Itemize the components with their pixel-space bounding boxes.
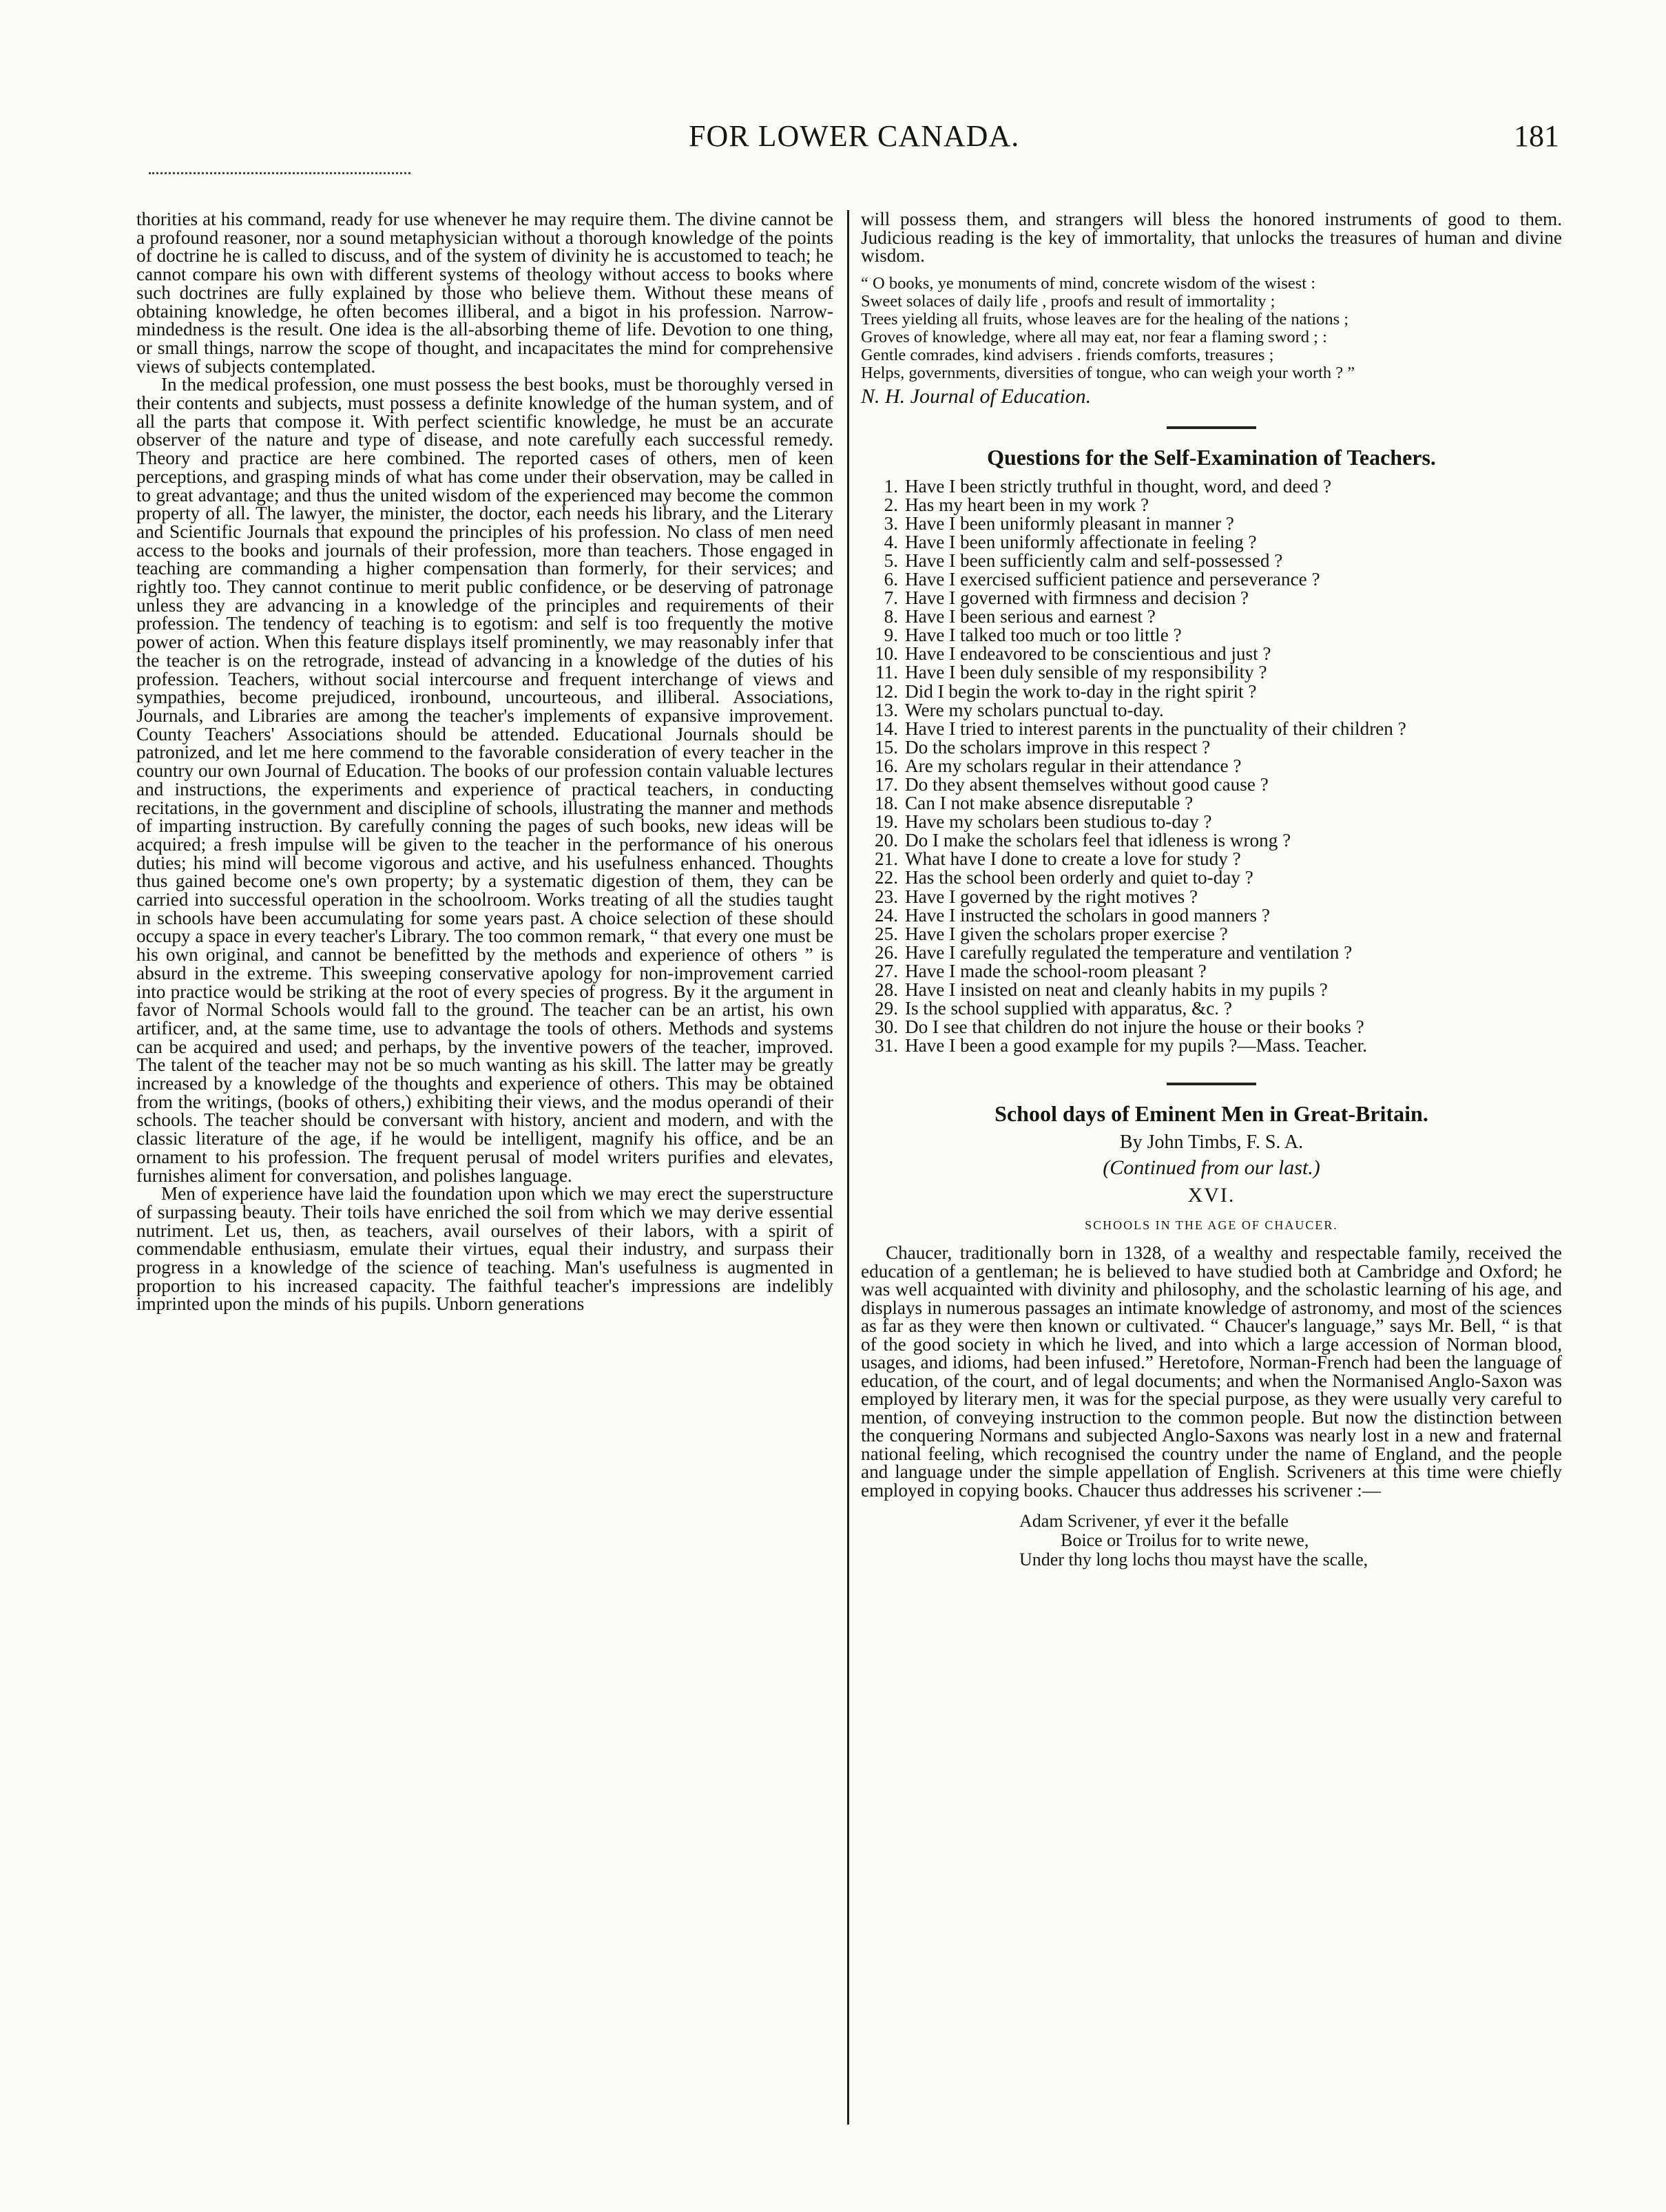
list-item: 28. Have I insisted on neat and cleanly habits in my pupils ? (875, 979, 1328, 1001)
paragraph-experience: Men of experience have laid the foundation upon which we may erect the superstructure of surpassing beauty. Their toils have enriched the soil from which we may derive essential nutriment. Let us, then, as teachers, avail ourselves of their labors, with a spirit of commendable enthusiasm, emulate their virtues, equal their industry, and surpass their progress in a knowledge of the science of teaching. Man's usefulness is augmented in proportion to his increased capacity. The faithful teacher's impressions are indelibly imprinted upon the minds of his pupils. Unborn generations (136, 1183, 833, 1315)
list-item: 14. Have I tried to interest parents in the punctuality of their children ? (875, 718, 1406, 739)
list-item: 24. Have I instructed the scholars in good manners ? (875, 904, 1270, 926)
questions-list (861, 477, 1562, 1056)
list-item: 4. Have I been uniformly affectionate in feeling ? (884, 531, 1257, 552)
poem-line: Groves of knowledge, where all may eat, nor fear a flaming sword ; : (861, 327, 1327, 346)
list-item: 10. Have I endeavored to be conscientious and just ? (875, 643, 1271, 665)
list-item: 6. Have I exercised sufficient patience and perseverance ? (884, 568, 1320, 589)
school-days-heading: School days of Eminent Men in Great-Britain. (995, 1101, 1428, 1127)
list-item: 31. Have I been a good example for my pupils ?—Mass. Teacher. (875, 1035, 1368, 1056)
list-item: 25. Have I given the scholars proper exercise ? (875, 923, 1228, 944)
poem-line: “ O books, ye monuments of mind, concrete wisdom of the wisest : (861, 273, 1316, 293)
verse-line: Adam Scrivener, yf ever it the befalle (1019, 1511, 1289, 1532)
list-item: 9. Have I talked too much or too little ? (884, 625, 1182, 646)
list-item: 1. Have I been strictly truthful in thought, word, and deed ? (884, 475, 1332, 497)
chaucer-paragraph: Chaucer, traditionally born in 1328, of a wealthy and respectable family, received the education of a gentleman; he is believed to have studied both at Cambridge and Oxford; he was well acquainted with divinity and philosophy, and the scholastic learning of his age, and displays in numerous passages an intimate knowledge of astronomy, and most of the sciences as far as they were then known or cultivated. “ Chaucer's language,” says Mr. Bell, “ is that of the good society in which he lived, and into which a large accession of Norman blood, usages, and idioms, had been infused.” Heretofore, Norman-French had been the language of education, of the court, and of legal documents; and when the Normanised Anglo-Saxon was employed by literary men, it was for the special purpose, as they were usually very careful to mention, of conveying instruction to the common people. But now the distinction between the conquering Normans and subjected Anglo-Saxons was nearly lost in a new and fraternal national feeling, which recognised the country under the name of England, and the people and language under the simple appellation of English. Scriveners at this time were chiefly employed in copying books. Chaucer thus addresses his scrivener :— (861, 1242, 1562, 1501)
right-column (861, 210, 1562, 1569)
list-item: 19. Have my scholars been studious to-day ? (875, 811, 1212, 833)
list-item: 16. Are my scholars regular in their attendance ? (875, 755, 1242, 776)
list-item: 7. Have I governed with firmness and decision ? (884, 587, 1249, 609)
list-item: 11. Have I been duly sensible of my responsibility ? (875, 662, 1267, 683)
list-item: 21. What have I done to create a love for study ? (875, 848, 1241, 870)
poem-line: Gentle comrades, kind advisers . friends comforts, treasures ; (861, 345, 1274, 364)
page-number: 181 (1514, 119, 1559, 153)
list-item: 27. Have I made the school-room pleasant ? (875, 960, 1207, 981)
list-item: 2. Has my heart been in my work ? (884, 494, 1149, 515)
source-attribution: N. H. Journal of Education. (861, 384, 1092, 408)
paragraph-divine: thorities at his command, ready for use whenever he may require them. The divine cannot be a profound reasoner, nor a sound metaphysician without a thorough knowledge of the points of doctrine he is called to discuss, and of the system of divinity he is accustomed to teach; he cannot compare his own with different systems of theology without access to books where such doctrines are fully explained by those who believe them. Without these means of obtaining knowledge, he often becomes illiberal, and a bigot in his profession. Narrow-mindedness is the result. One idea is the all-absorbing theme of life. Devotion to one thing, or small things, narrow the scope of thought, and incapacitates the mind for comprehensive views of subjects contemplated. (136, 209, 833, 377)
list-item: 13. Were my scholars punctual to-day. (875, 699, 1164, 720)
list-item: 15. Do the scholars improve in this respect ? (875, 736, 1211, 758)
chapter-number: XVI. (1187, 1184, 1236, 1207)
poem-line: Trees yielding all fruits, whose leaves are for the healing of the nations ; (861, 309, 1349, 328)
section-rule (1167, 1083, 1256, 1085)
header-ornament (149, 172, 410, 178)
list-item: 29. Is the school supplied with apparatus, &c. ? (875, 998, 1232, 1019)
paragraph-medical: In the medical profession, one must possess the best books, must be thoroughly versed in their contents and subjects, must possess a definite knowledge of the human system, and of all the parts that compose it. With perfect scientific knowledge, he must be an accurate observer of the nature and type of disease, and note carefully each successful remedy. Theory and practice are here combined. The reported cases of others, men of keen perceptions, and grasping minds of what has come under their observation, may be called in to great advantage; and thus the united wisdom of the experienced may become the common property of all. The lawyer, the minister, the doctor, each needs his library, and the Literary and Scientific Journals that expound the principles of his profession. No class of men need access to the books and journals of their profession, more than teachers. Those engaged in teaching are commanding a higher compensation than formerly, for their services; and rightly too. They cannot continue to merit public confidence, or be deserving of patronage unless they are advancing in a knowledge of the principles and requirements of their profession. The tendency of teaching is to egotism: and self is too frequently the motive power of action. When this feature displays itself prominently, we may reasonably infer that the teacher is on the retrograde, instead of advancing in a knowledge of the duties of his profession. Teachers, without social intercourse and frequent interchange of views and sympathies, become prejudiced, ironbound, uncourteous, and illiberal. Associations, Journals, and Libraries are among the teacher's implements of expansive improvement. County Teachers' Associations should be attended. Educational Journals should be patronized, and let me here commend to the favorable consideration of every teacher in the country our own Journal of Education. The books of our profession contain valuable lectures and instructions, the experiments and experience of practical teachers, in conducting recitations, in the government and discipline of schools, illustrating the manner and methods of imparting instruction. By carefully conning the pages of such books, new ideas will be acquired; a fresh impulse will be given to the teacher in the performance of his onerous duties; his mind will become vigorous and active, and his usefulness enhanced. Thoughts thus gained become one's own property; by a systematic digestion of them, they can be carried into successful operation in the schoolroom. Works treating of all the studies taught in schools have been accumulating for some years past. A choice selection of these should occupy a space in every teacher's Library. The too common remark, “ that every one must be his own original, and cannot be benefitted by the methods and experience of others ” is absurd in the extreme. This sweeping conservative apology for non-improvement carried into practice would be striking at the root of every species of progress. By it the argument in favor of Normal Schools would fall to the ground. The teacher can be an artist, his own artificer, and, at the same time, use to advantage the tools of others. Methods and systems can be acquired and used; and perhaps, by the inventive powers of the teacher, improved. The talent of the teacher may not be so much wanting as his skill. The latter may be greatly increased by a knowledge of the thoughts and experience of others. This may be obtained from the writings, (books of others,) exhibiting their views, and the modus operandi of their schools. The teacher should be conversant with history, ancient and modern, and with the classic literature of the age, if he would be intelligent, magnify his office, and be an ornament to his profession. The frequent perusal of model writers purifies and elevates, furnishes aliment for conversation, and polishes language. (136, 374, 833, 1186)
list-item: 26. Have I carefully regulated the temperature and ventilation ? (875, 941, 1353, 963)
poem-line: Sweet solaces of daily life , proofs and result of immortality ; (861, 291, 1275, 311)
left-column (136, 210, 833, 1313)
running-head (0, 118, 1666, 160)
verse-line: Boice or Troilus for to write newe, (1061, 1530, 1309, 1551)
continued-note: (Continued from our last.) (1103, 1156, 1320, 1179)
books-poem (861, 275, 1562, 382)
poem-line: Helps, governments, diversities of tongue, who can weigh your worth ? ” (861, 363, 1355, 382)
section-rule (1167, 426, 1256, 429)
list-item: 23. Have I governed by the right motives ? (875, 886, 1198, 907)
list-item: 8. Have I been serious and earnest ? (884, 606, 1156, 627)
list-item: 3. Have I been uniformly pleasant in manner ? (884, 512, 1234, 534)
verse-line: Under thy long lochs thou mayst have the scalle, (1019, 1550, 1368, 1570)
list-item: 17. Do they absent themselves without good cause ? (875, 774, 1269, 795)
list-item: 30. Do I see that children do not injure the house or their books ? (875, 1016, 1364, 1038)
list-item: 12. Did I begin the work to-day in the right spirit ? (875, 680, 1257, 702)
chapter-subheading: SCHOOLS IN THE AGE OF CHAUCER. (1085, 1218, 1338, 1232)
continuation-paragraph: will possess them, and strangers will bless the honored instruments of good to them. Judicious reading is the key of immortality, that unlocks the treasures of human and divine wisdom. (861, 209, 1562, 266)
questions-heading: Questions for the Self-Examination of Teachers. (987, 444, 1436, 470)
list-item: 18. Can I not make absence disreputable ? (875, 793, 1194, 814)
chaucer-verse (861, 1512, 1562, 1569)
byline: By John Timbs, F. S. A. (1119, 1131, 1304, 1154)
running-title: FOR LOWER CANADA. (689, 119, 1020, 153)
column-divider (847, 210, 849, 2125)
list-item: 20. Do I make the scholars feel that idleness is wrong ? (875, 830, 1291, 851)
list-item: 5. Have I been sufficiently calm and self-possessed ? (884, 550, 1283, 571)
list-item: 22. Has the school been orderly and quiet to-day ? (875, 867, 1253, 888)
